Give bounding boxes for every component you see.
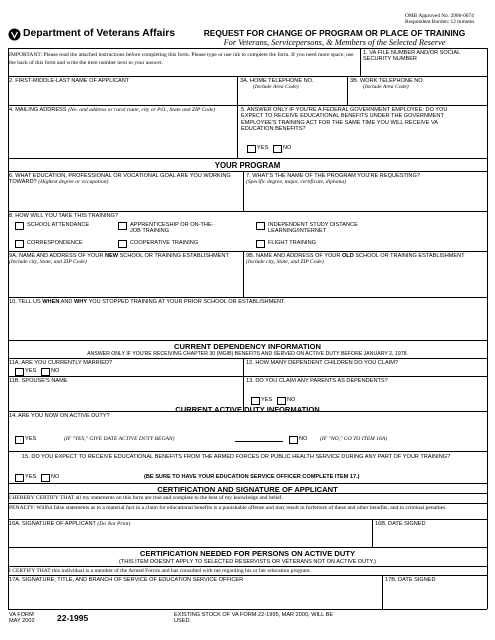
label-training-type: 8. HOW WILL YOU TAKE THIS TRAINING?	[9, 213, 118, 219]
label-old-school: 9B. NAME AND ADDRESS OF YOUR OLD SCHOOL OR TRAINING ESTABLISHMENT (Include city, State, and ZIP Code)	[246, 253, 465, 266]
active-duty-no-note: (IF "NO," GO TO ITEM 16A)	[320, 436, 388, 442]
label-eso-signature: 17A. SIGNATURE, TITLE, AND BRANCH OF SERVICE OF EDUCATION SERVICE OFFICER	[9, 577, 244, 583]
active-duty-cert-note: (THIS ITEM DOESN'T APPLY TO SELECTED RESERVISTS OR VETERANS NOT ON ACTIVE DUTY.)	[119, 559, 376, 565]
certification-text: I HEREBY CERTIFY THAT all my statements on this form are true and complete to the best of my knowledge and belief.	[9, 495, 284, 501]
cooperative-checkbox[interactable]	[118, 240, 127, 248]
label-eso-date: 17B. DATE SIGNED	[385, 577, 436, 583]
active-duty-cert-text: I CERTIFY THAT this individual is a member of the Armed Forces and has consulted with me regarding his or her education program.	[9, 568, 312, 574]
label-applicant-date: 16B. DATE SIGNED	[375, 521, 426, 527]
cooperative-label: COOPERATIVE TRAINING	[130, 240, 199, 246]
section-active-duty: CURRENT ACTIVE DUTY INFORMATION	[175, 405, 320, 414]
label-fed-employee: 5. ANSWER ONLY IF YOU'RE A FEDERAL GOVERNMENT EMPLOYEE: DO YOU EXPECT TO RECEIVE EDUCATIONAL BENEFITS UNDER THE GOVERNMENT EMPLOYEE'S TRAINING ACT FOR THE SAME TIME YOU WILL RECEIVE VA EDUCATION BENEFITS?	[241, 107, 448, 132]
label-spouse-name: 11B. SPOUSE'S NAME	[9, 378, 68, 384]
label-mailing-address: 4. MAILING ADDRESS (No. and address or rural route, city or P.O., State and ZIP Code)	[9, 107, 216, 113]
footer-va-form: VA FORM	[9, 612, 34, 618]
agency-name: Department of Veterans Affairs	[23, 28, 176, 39]
label-goal: 6. WHAT EDUCATION, PROFESSIONAL OR VOCATIONAL GOAL ARE YOU WORKING TOWARD? (Highest degree or occupation)	[9, 173, 231, 186]
label-home-phone-note: (Include Area Code)	[253, 84, 299, 90]
correspondence-checkbox[interactable]	[15, 240, 24, 248]
omb-number: OMB Approved No. 2900-0074	[405, 13, 474, 19]
armed-forces-yes-checkbox[interactable]	[15, 474, 24, 482]
parents-no-label: NO	[287, 397, 296, 403]
fed-no-label: NO	[283, 145, 292, 151]
section-active-duty-certification: CERTIFICATION NEEDED FOR PERSONS ON ACTIVE DUTY	[139, 549, 356, 558]
label-stopped-training: 10. TELL US WHEN AND WHY YOU STOPPED TRAINING AT YOUR PRIOR SCHOOL OR ESTABLISHMENT.	[9, 299, 286, 305]
independent-study-label: INDEPENDENT STUDY DISTANCE LEARNING/INTERNET	[268, 222, 358, 235]
footer-form-number: 22-1995	[57, 613, 89, 623]
correspondence-label: CORRESPONDENCE	[27, 240, 83, 246]
married-no-checkbox[interactable]	[41, 368, 50, 376]
fed-no-checkbox[interactable]	[273, 145, 282, 153]
label-new-school: 9A. NAME AND ADDRESS OF YOUR NEW SCHOOL OR TRAINING ESTABLISHMENT (Include city, State, and ZIP Code)	[9, 253, 229, 266]
active-duty-no-label: NO	[299, 436, 308, 442]
parents-no-checkbox[interactable]	[277, 397, 286, 405]
active-duty-no-checkbox[interactable]	[289, 436, 298, 444]
footer-stock-note: EXISTING STOCK OF VA FORM 22-1995, MAR 2000, WILL BE USED.	[174, 612, 334, 625]
label-work-phone-note: (Include Area Code)	[363, 84, 409, 90]
married-no-label: NO	[51, 368, 60, 374]
penalty-text: PENALTY: Willful false statements as to a material fact in a claim for educational benefits is a punishable offense and may result in forfeiture of these and other benefits, and in criminal penalties.	[9, 505, 447, 511]
section-your-program: YOUR PROGRAM	[214, 161, 281, 170]
eso-note: (BE SURE TO HAVE YOUR EDUCATION SERVICE OFFICER COMPLETE ITEM 17.)	[144, 474, 360, 480]
label-married: 11A. ARE YOU CURRENTLY MARRIED?	[9, 360, 113, 366]
label-program-name: 7. WHAT'S THE NAME OF THE PROGRAM YOU'RE REQUESTING? (Specific degree, major, certificate, diploma)	[246, 173, 420, 186]
label-work-phone: 3B. WORK TELEPHONE NO.	[350, 78, 425, 84]
active-duty-yes-label: YES	[25, 436, 37, 442]
label-file-number: 1. VA FILE NUMBER AND/OR SOCIAL SECURITY NUMBER	[363, 50, 460, 63]
parents-yes-checkbox[interactable]	[251, 397, 260, 405]
important-notice: IMPORTANT: Please read the attached instructions before completing this form. Please type or use ink to complete the form. If you need more space, use the back of this form and write the item number next to your answer.	[9, 52, 354, 67]
apprenticeship-label: APPRENTICESHIP OR ON-THE-JOB TRAINING	[130, 222, 214, 235]
independent-study-checkbox[interactable]	[256, 222, 265, 230]
fed-yes-label: YES	[257, 145, 269, 151]
label-name: 2. FIRST-MIDDLE-LAST NAME OF APPLICANT	[9, 78, 130, 84]
school-attendance-checkbox[interactable]	[15, 222, 24, 230]
armed-forces-no-checkbox[interactable]	[41, 474, 50, 482]
active-duty-yes-checkbox[interactable]	[15, 436, 24, 444]
form-subtitle: For Veterans, Servicepersons, & Members of the Selected Reserve	[223, 38, 446, 47]
parents-yes-label: YES	[261, 397, 273, 403]
section-certification: CERTIFICATION AND SIGNATURE OF APPLICANT	[157, 485, 338, 494]
armed-forces-yes-label: YES	[25, 474, 37, 480]
label-armed-forces-benefits: 15. DO YOU EXPECT TO RECEIVE EDUCATIONAL BENEFITS FROM THE ARMED FORCES OR PUBLIC HEALTH SERVICE DURING ANY PART OF YOUR TRAINING?	[22, 454, 451, 460]
label-home-phone: 3A. HOME TELEPHONE NO.	[240, 78, 314, 84]
armed-forces-no-label: NO	[51, 474, 60, 480]
married-yes-label: YES	[25, 368, 37, 374]
label-parents-dependents: 13. DO YOU CLAIM ANY PARENTS AS DEPENDENTS?	[246, 378, 388, 384]
married-yes-checkbox[interactable]	[15, 368, 24, 376]
respondent-burden: Respondent Burden: 12 minutes	[405, 19, 475, 25]
flight-training-checkbox[interactable]	[256, 240, 265, 248]
label-applicant-signature: 16A. SIGNATURE OF APPLICANT (Do Not Print)	[9, 521, 131, 527]
section-dependency: CURRENT DEPENDENCY INFORMATION	[174, 342, 321, 351]
apprenticeship-checkbox[interactable]	[118, 222, 127, 230]
form-title: REQUEST FOR CHANGE OF PROGRAM OR PLACE OF TRAINING	[203, 28, 466, 38]
footer-date: MAY 2002	[9, 618, 35, 624]
va-seal-icon	[8, 28, 21, 41]
school-attendance-label: SCHOOL ATTENDANCE	[27, 222, 90, 228]
flight-training-label: FLIGHT TRAINING	[268, 240, 316, 246]
label-active-duty: 14. ARE YOU NOW ON ACTIVE DUTY?	[9, 413, 110, 419]
fed-yes-checkbox[interactable]	[247, 145, 256, 153]
dependency-note: ANSWER ONLY IF YOU'RE RECEIVING CHAPTER 30 (MGIB) BENEFITS AND SERVED ON ACTIVE DUTY BEFORE JANUARY 2, 1978.	[87, 351, 408, 357]
active-duty-yes-note: (IF "YES," GIVE DATE ACTIVE DUTY BEGAN)	[64, 436, 175, 442]
label-dependent-children: 12. HOW MANY DEPENDENT CHILDREN DO YOU CLAIM?	[246, 360, 398, 366]
